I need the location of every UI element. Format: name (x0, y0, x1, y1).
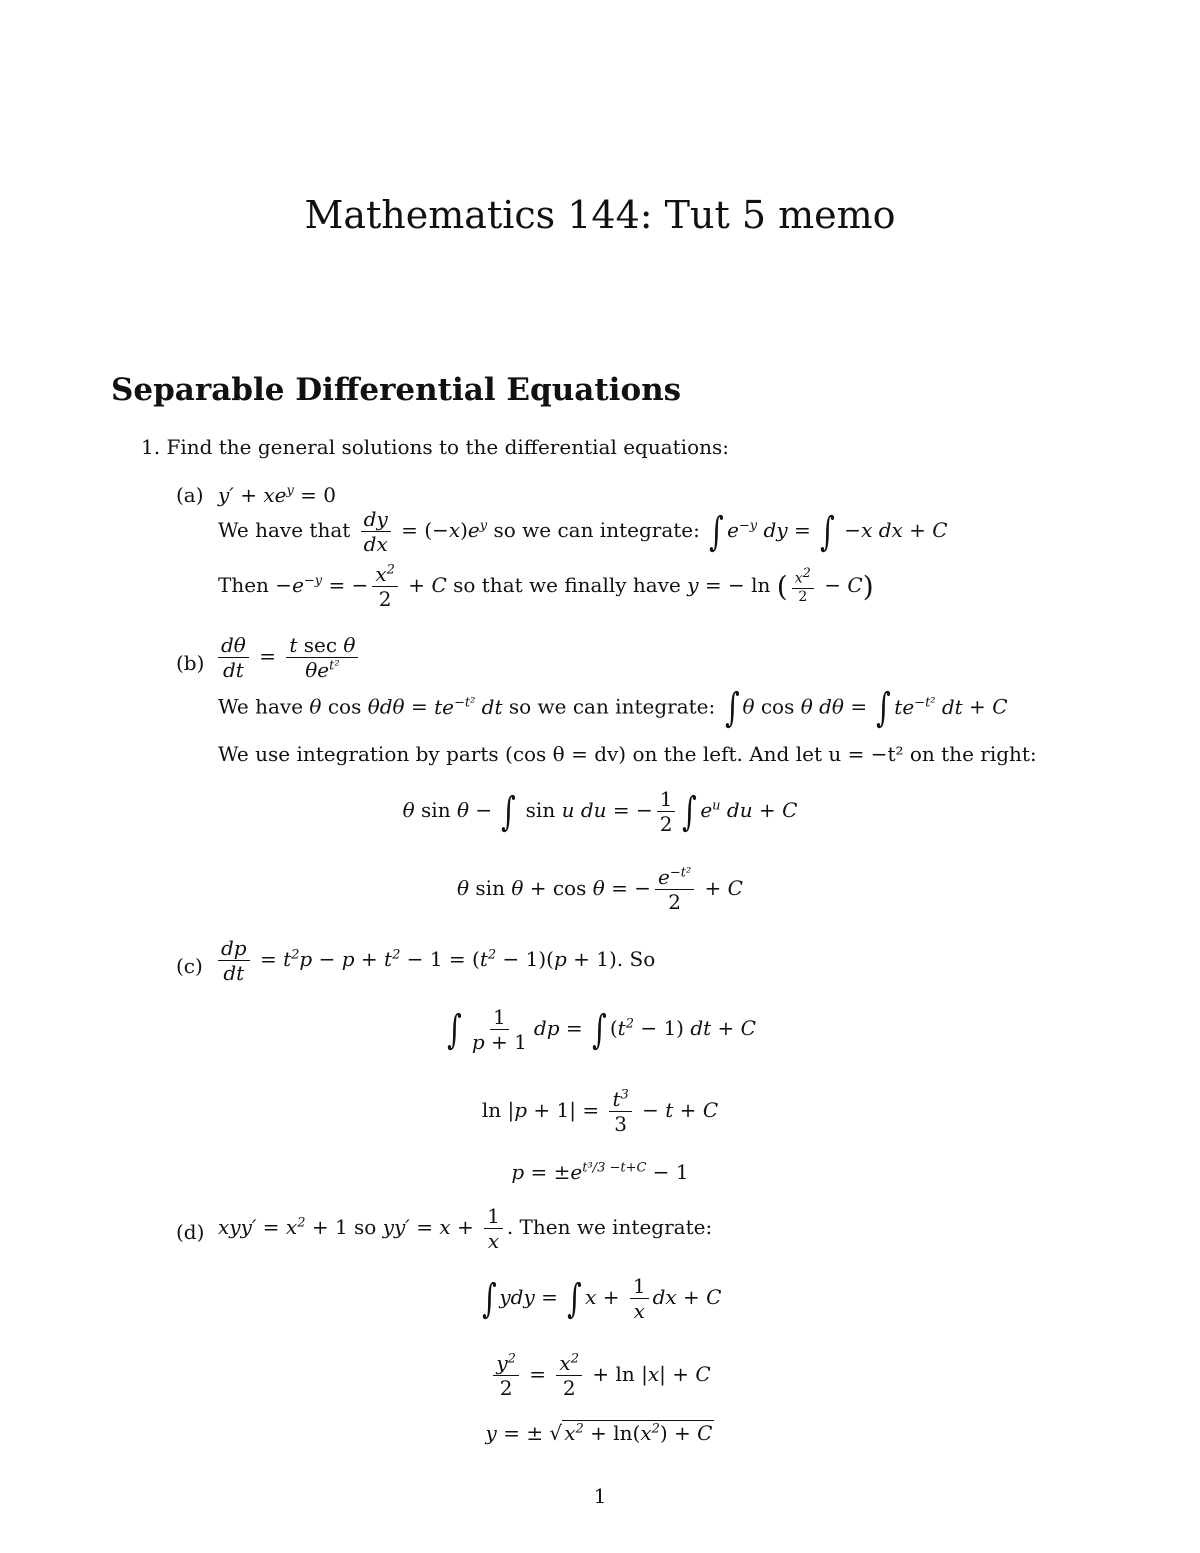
page-number: 1 (593, 1484, 607, 1508)
part-a-text2: so we can integrate: (493, 518, 700, 542)
part-d-line1: $xyy' = x^2 + 1$ so yy′ = x + $\frac{1}{x}$ . Then we integrate: (218, 1204, 713, 1253)
question-intro: 1. Find the general solutions to the differential equations: (141, 435, 729, 459)
part-c-eq3: $p = \pm e^{t^3/3 -t+C} - 1$ (511, 1160, 689, 1184)
part-d-eq2: $\frac{y^2}{2}$ = $\frac{x^2}{2}$ + ln |x| + C (0, 1352, 1200, 1399)
part-c-line1: $\frac{dp}{dt}$ = $t^2p - p + t^2 - 1 = (t^2 - 1)(p + 1)$. So (214, 937, 655, 984)
part-b-eq2: θ sin θ + cos θ = − $\frac{e^{-t^2}}{2}$ + C (457, 865, 743, 914)
part-d-label: (d) (176, 1220, 205, 1244)
document-title: Mathematics 144: Tut 5 memo (304, 193, 896, 237)
part-c-eq2: ln |p + 1| = $\frac{t^3}{3}$ − t + C (481, 1087, 719, 1136)
part-a-text1: We have that (218, 518, 351, 542)
part-c-text1: . So (616, 947, 656, 971)
part-b-line1: We have θ $\cos \theta d\theta = te^{-t^2}$ dt so we can integrate: ∫ θ cos θ dθ = ∫ $te^{-t^2}$ dt + C (218, 685, 1008, 731)
part-c-label: (c) (176, 954, 203, 978)
part-b-equation: $\frac{d\theta}{dt}$ = $\frac{\text{t sec θ}}{\theta e^{t^2}}$ (214, 634, 362, 681)
part-c-eq1: ∫ $\frac{1}{p + 1}$ dp = ∫ $(t^2 - 1)$ dt + C (447, 1005, 756, 1054)
part-d-eq3: y = ± √ $x^2 + \ln(x^2) + C$ (485, 1421, 713, 1445)
part-b-text1: We have (218, 694, 304, 719)
part-a-text3: Then (218, 573, 269, 597)
part-d-text1: so (354, 1215, 377, 1239)
section-heading: Separable Differential Equations (111, 372, 682, 408)
part-a-text4: so that we finally have (453, 573, 681, 597)
part-a-equation: $y' + xe^y = 0$ (218, 483, 337, 507)
part-b-line2: We use integration by parts (cos θ = dv) on the left. And let u = −t² on the right: (218, 742, 1037, 766)
part-b-text2: so we can integrate: (508, 694, 716, 719)
part-a-line1: We have that $\frac{dy}{dx}$ = $(-x)e^y$ so we can integrate: ∫ $e^{-y}$ dy = ∫ −x dx + C (218, 507, 948, 556)
part-b-label: (b) (176, 651, 205, 675)
part-a-label: (a) (176, 483, 204, 507)
part-b-eq1: θ sin θ − ∫ sin u du = − $\frac{1}{2}$ ∫ $e^u$ du + C (402, 787, 798, 836)
part-d-eq1: ∫ ydy = ∫ x + $\frac{1}{x}$ dx + C (481, 1274, 722, 1323)
part-d-text2: . Then we integrate: (506, 1215, 713, 1239)
part-a-line2: Then $-e^{-y}$ = − $\frac{x^2}{2}$ + C so that we finally have y = − ln ( $\frac{x^2}{2}$ − C) (218, 562, 874, 611)
